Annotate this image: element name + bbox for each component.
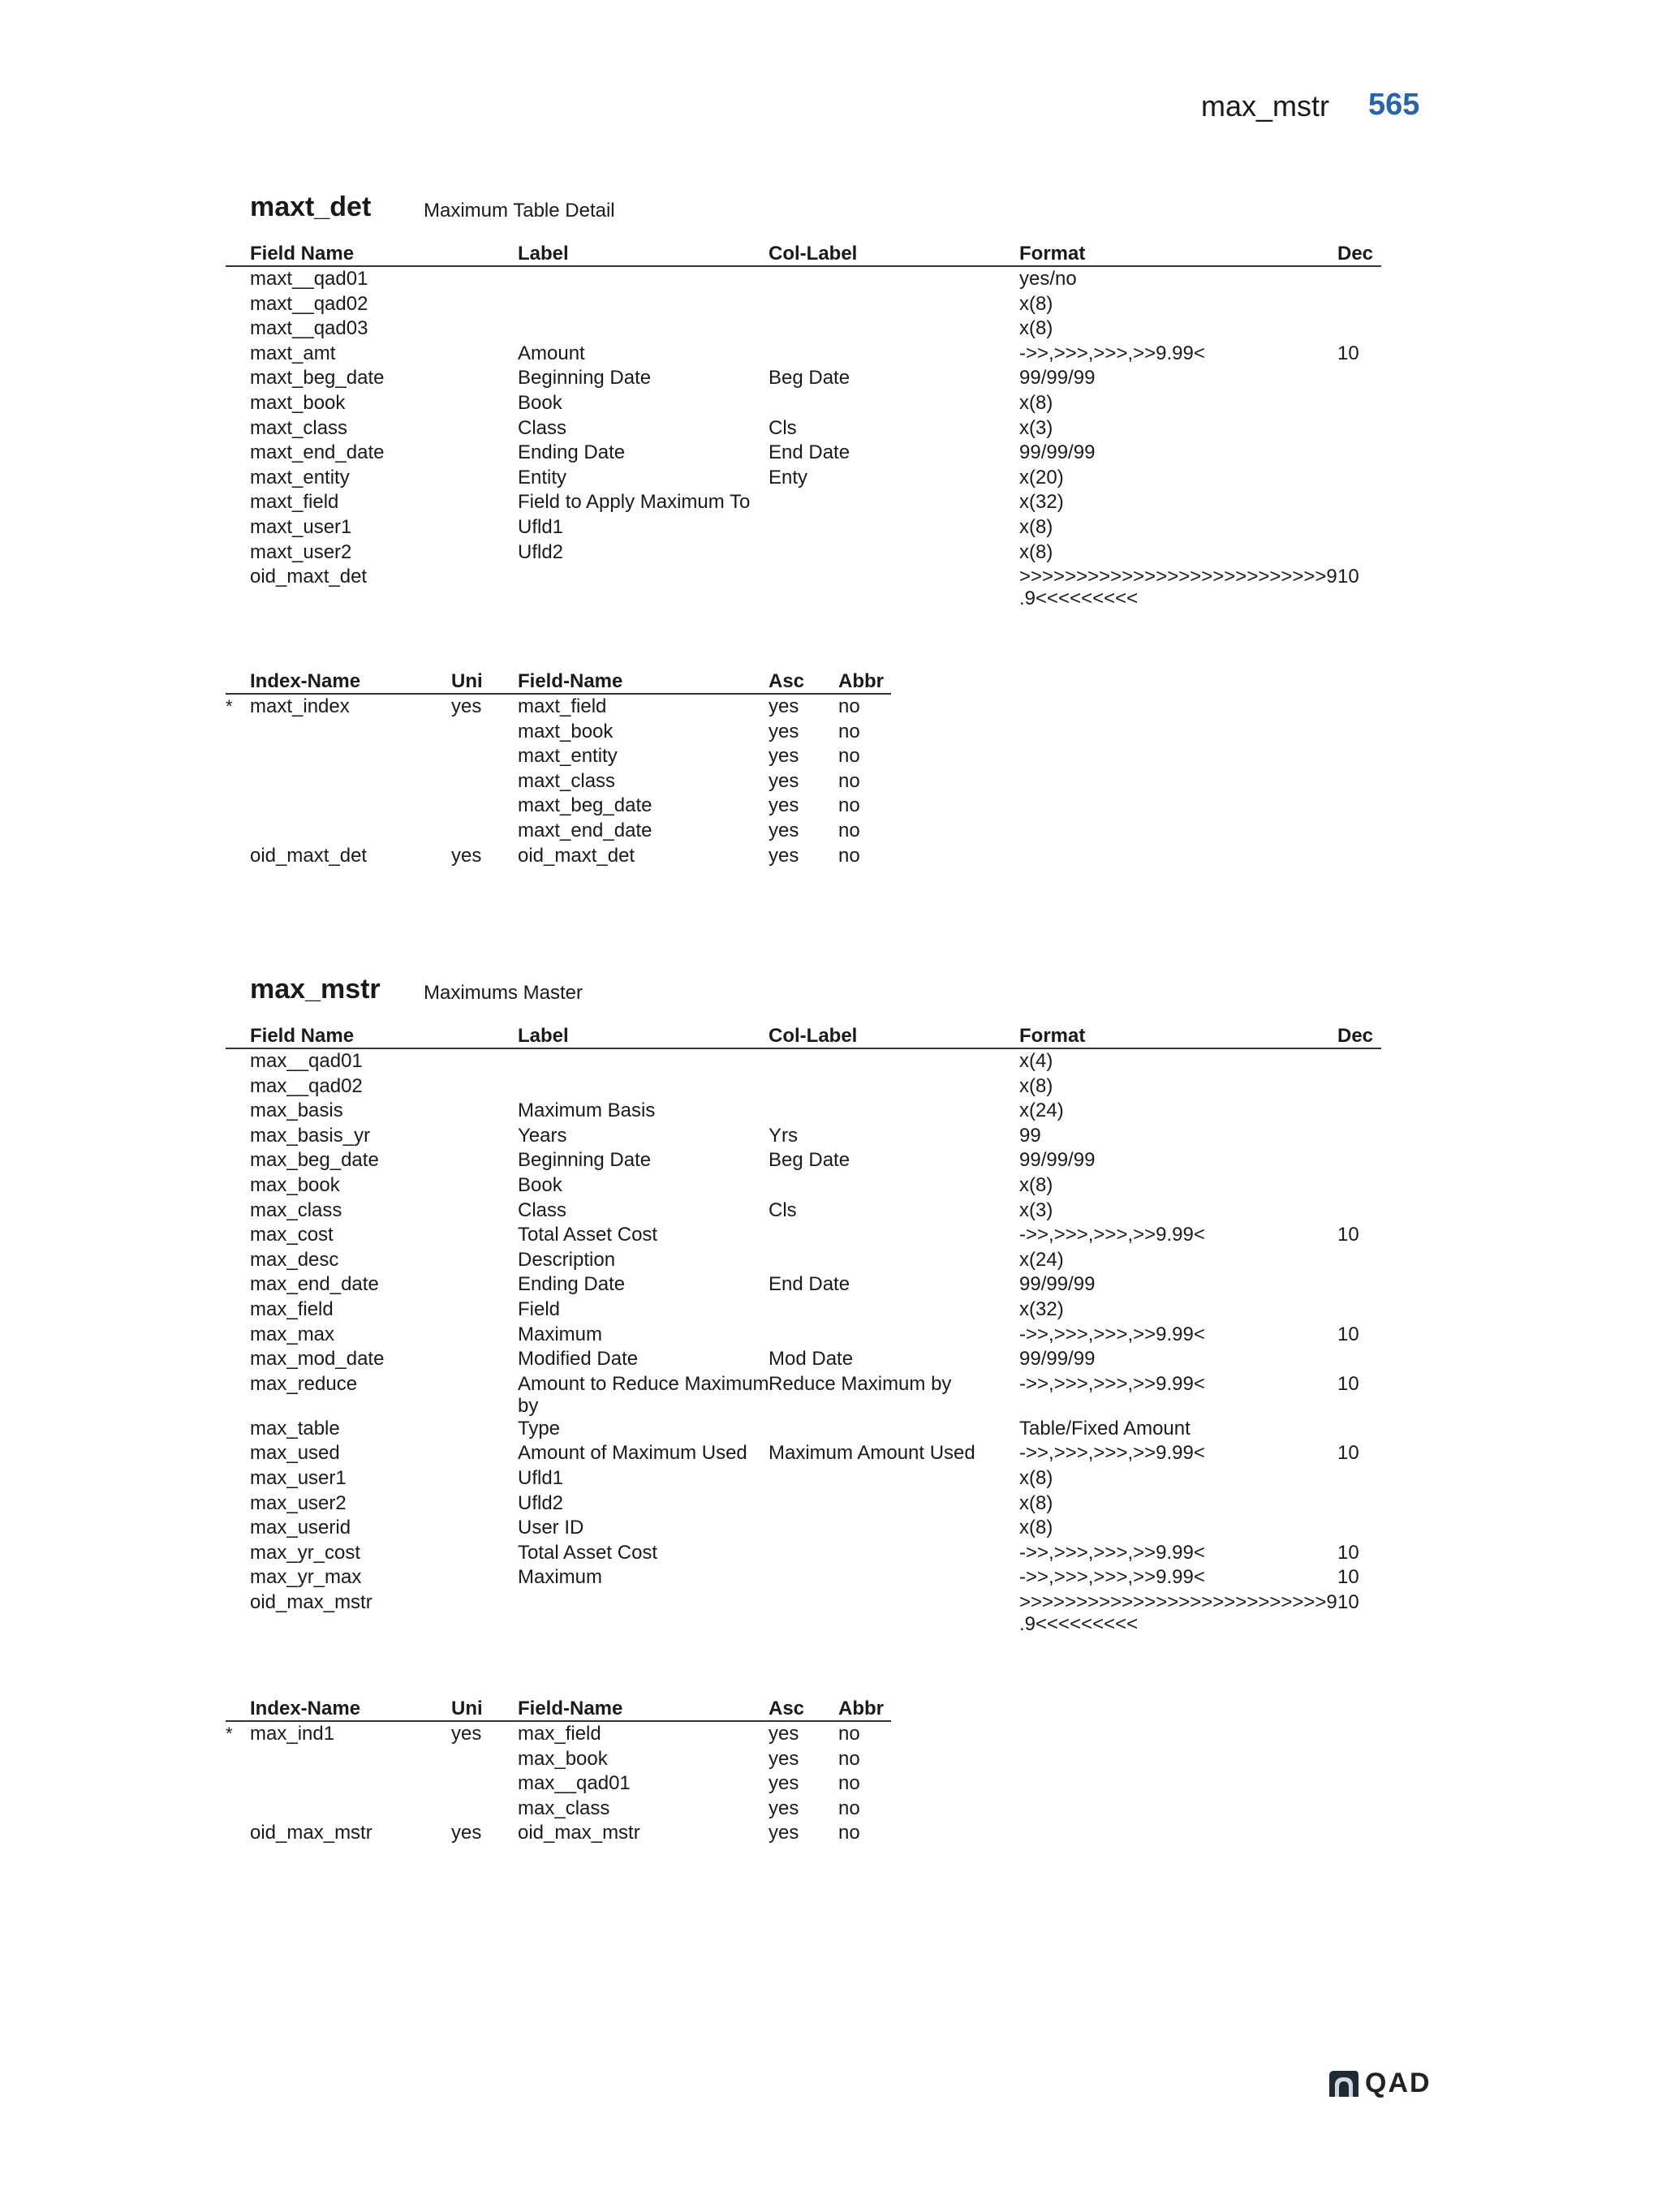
field-format: ->>,>>>,>>>,>>9.99< <box>1019 1323 1205 1345</box>
column-header-label: Label <box>518 243 569 265</box>
column-header-format: Format <box>1019 1025 1086 1047</box>
field-format: ->>,>>>,>>>,>>9.99< <box>1019 1442 1205 1465</box>
table-row <box>226 342 1381 367</box>
field-format: x(8) <box>1019 1466 1053 1489</box>
field-label: Total Asset Cost <box>518 1224 658 1246</box>
field-format: x(20) <box>1019 466 1064 488</box>
table-row <box>226 1199 1381 1224</box>
table-description: Maximum Table Detail <box>424 200 615 222</box>
field-label: Entity <box>518 466 567 488</box>
field-label: Beginning Date <box>518 367 652 389</box>
index-abbreviated: no <box>838 1822 860 1844</box>
field-name: max_end_date <box>250 1273 379 1296</box>
field-format: x(24) <box>1019 1100 1064 1122</box>
column-header-index-name: Index-Name <box>250 670 361 692</box>
table-row <box>226 1099 1381 1124</box>
table-header-row <box>226 242 1381 267</box>
field-format: yes/no <box>1019 268 1077 290</box>
field-name: max_cost <box>250 1224 334 1246</box>
field-name: maxt__qad01 <box>250 268 368 290</box>
table-row <box>226 1821 891 1846</box>
field-format: >>>>>>>>>>>>>>>>>>>>>>>>>>>9 .9<<<<<<<<< <box>1019 1590 1337 1635</box>
table-row <box>226 1347 1381 1372</box>
index-name: oid_maxt_det <box>250 844 368 867</box>
field-name: max_beg_date <box>250 1149 379 1172</box>
column-header-asc: Asc <box>769 1698 805 1719</box>
index-abbreviated: no <box>838 1797 860 1819</box>
index-ascending: yes <box>769 819 799 841</box>
index-ascending: yes <box>769 745 799 768</box>
field-name: maxt_beg_date <box>250 367 385 389</box>
field-format: ->>,>>>,>>>,>>9.99< <box>1019 1566 1205 1589</box>
field-name: max_max <box>250 1323 335 1345</box>
index-unique: yes <box>451 1723 482 1745</box>
primary-index-marker: * <box>226 696 233 717</box>
column-header-col-label: Col-Label <box>769 243 858 265</box>
field-format: ->>,>>>,>>>,>>9.99< <box>1019 342 1205 364</box>
field-label: Ufld1 <box>518 1466 564 1489</box>
index-ascending: yes <box>769 1822 799 1844</box>
field-dec: 10 <box>1337 1224 1359 1246</box>
column-header-uni: Uni <box>451 670 483 692</box>
column-header-abbr: Abbr <box>838 1698 884 1719</box>
field-label: Class <box>518 1199 567 1221</box>
index-table <box>226 1697 891 1846</box>
field-format: 99/99/99 <box>1019 1149 1096 1172</box>
index-field-name: oid_max_mstr <box>518 1822 640 1844</box>
field-col-label: End Date <box>769 441 850 464</box>
field-name: max_yr_cost <box>250 1541 361 1564</box>
field-format: 99/99/99 <box>1019 1348 1096 1371</box>
table-row <box>226 490 1381 515</box>
table-row <box>226 1590 1381 1635</box>
field-label: Maximum <box>518 1323 603 1345</box>
table-row <box>226 819 891 844</box>
field-col-label: Beg Date <box>769 367 850 389</box>
field-label: Description <box>518 1248 616 1271</box>
index-ascending: yes <box>769 720 799 742</box>
page-header-title: max_mstr <box>1201 89 1330 123</box>
index-ascending: yes <box>769 695 799 717</box>
table-row <box>226 366 1381 391</box>
table-row <box>226 1148 1381 1173</box>
table-row <box>226 1372 1381 1417</box>
field-col-label: Yrs <box>769 1124 798 1147</box>
table-row <box>226 1771 891 1797</box>
column-header-field-name: Field Name <box>250 243 355 265</box>
table-header-row <box>226 1024 1381 1049</box>
field-label: Class <box>518 416 567 439</box>
field-format: >>>>>>>>>>>>>>>>>>>>>>>>>>>9 .9<<<<<<<<< <box>1019 566 1337 610</box>
table-row <box>226 844 891 869</box>
field-format: 99 <box>1019 1124 1041 1147</box>
table-row <box>226 466 1381 491</box>
field-name: max__qad02 <box>250 1074 363 1097</box>
index-abbreviated: no <box>838 769 860 792</box>
index-abbreviated: no <box>838 1723 860 1745</box>
field-name: max_class <box>250 1199 342 1221</box>
field-name: max__qad01 <box>250 1050 363 1072</box>
field-format: 99/99/99 <box>1019 367 1096 389</box>
column-header-field-name: Field-Name <box>518 670 623 692</box>
index-ascending: yes <box>769 1723 799 1745</box>
field-name: maxt_amt <box>250 342 336 364</box>
table-row <box>226 744 891 769</box>
field-dec: 10 <box>1337 342 1359 364</box>
index-unique: yes <box>451 695 482 717</box>
field-label: User ID <box>518 1517 584 1539</box>
page-number: 565 <box>1368 88 1420 122</box>
field-name: max_table <box>250 1417 340 1440</box>
index-field-name: max_field <box>518 1723 601 1745</box>
index-field-name: max_book <box>518 1747 608 1770</box>
index-abbreviated: no <box>838 794 860 817</box>
table-row <box>226 695 891 720</box>
field-format: x(32) <box>1019 491 1064 514</box>
column-header-dec: Dec <box>1337 243 1374 265</box>
index-ascending: yes <box>769 1797 799 1819</box>
field-label: Field <box>518 1298 561 1320</box>
field-label: Maximum <box>518 1566 603 1589</box>
field-name: max_reduce <box>250 1372 358 1395</box>
field-format: ->>,>>>,>>>,>>9.99< <box>1019 1541 1205 1564</box>
field-label: Beginning Date <box>518 1149 652 1172</box>
field-label: Ending Date <box>518 1273 626 1296</box>
field-label: Type <box>518 1417 561 1440</box>
table-row <box>226 565 1381 609</box>
column-header-field-name: Field Name <box>250 1025 355 1047</box>
logo-text: QAD <box>1365 2068 1432 2098</box>
table-row <box>226 292 1381 317</box>
table-row <box>226 441 1381 466</box>
table-row <box>226 1441 1381 1466</box>
field-format: x(3) <box>1019 1199 1053 1221</box>
index-field-name: max__qad01 <box>518 1772 631 1795</box>
field-label: Amount to Reduce Maximum by <box>518 1372 769 1417</box>
field-label: Book <box>518 1173 562 1196</box>
table-row <box>226 267 1381 292</box>
index-field-name: maxt_end_date <box>518 819 652 841</box>
table-row <box>226 1722 891 1747</box>
field-format: 99/99/99 <box>1019 441 1096 464</box>
field-name: maxt_user2 <box>250 540 352 563</box>
field-label: Ufld2 <box>518 1491 564 1514</box>
column-header-index-name: Index-Name <box>250 1698 361 1719</box>
column-header-asc: Asc <box>769 670 805 692</box>
table-row <box>226 1049 1381 1074</box>
field-name: max_book <box>250 1173 340 1196</box>
field-name: maxt_book <box>250 391 346 414</box>
field-format: x(8) <box>1019 292 1053 315</box>
table-row <box>226 1124 1381 1149</box>
field-format: x(8) <box>1019 317 1053 340</box>
field-dec: 10 <box>1337 1566 1359 1589</box>
index-ascending: yes <box>769 844 799 867</box>
index-abbreviated: no <box>838 1747 860 1770</box>
field-dec: 10 <box>1337 1442 1359 1465</box>
index-table <box>226 669 891 868</box>
field-format: x(8) <box>1019 1517 1053 1539</box>
index-abbreviated: no <box>838 695 860 717</box>
table-name: maxt_det <box>250 192 372 222</box>
field-col-label: Cls <box>769 416 797 439</box>
table-row <box>226 769 891 794</box>
field-name: max_userid <box>250 1517 351 1539</box>
qad-logo-icon <box>1328 2069 1360 2098</box>
table-row <box>226 1417 1381 1442</box>
index-name: max_ind1 <box>250 1723 335 1745</box>
field-name: max_desc <box>250 1248 339 1271</box>
field-col-label: End Date <box>769 1273 850 1296</box>
field-label: Ufld1 <box>518 515 564 538</box>
field-name: max_user2 <box>250 1491 347 1514</box>
field-name: oid_max_mstr <box>250 1590 372 1613</box>
field-dec: 10 <box>1337 1590 1359 1613</box>
field-label: Total Asset Cost <box>518 1541 658 1564</box>
field-col-label: Maximum Amount Used <box>769 1442 975 1465</box>
column-header-label: Label <box>518 1025 569 1047</box>
field-format: x(8) <box>1019 515 1053 538</box>
table-row <box>226 1747 891 1772</box>
table-row <box>226 1074 1381 1100</box>
field-label: Ufld2 <box>518 540 564 563</box>
field-col-label: Beg Date <box>769 1149 850 1172</box>
field-table <box>226 242 1381 609</box>
table-row <box>226 1516 1381 1541</box>
field-col-label: Mod Date <box>769 1348 854 1371</box>
field-label: Amount <box>518 342 585 364</box>
field-name: maxt_user1 <box>250 515 352 538</box>
field-format: x(8) <box>1019 1173 1053 1196</box>
table-row <box>226 1272 1381 1298</box>
table-header-row <box>226 1697 891 1722</box>
table-row <box>226 794 891 819</box>
field-name: maxt_class <box>250 416 348 439</box>
field-label: Maximum Basis <box>518 1100 656 1122</box>
qad-logo <box>1328 2068 1449 2100</box>
index-ascending: yes <box>769 1747 799 1770</box>
index-field-name: maxt_book <box>518 720 614 742</box>
field-name: maxt_end_date <box>250 441 385 464</box>
index-ascending: yes <box>769 794 799 817</box>
field-col-label: Reduce Maximum by <box>769 1372 952 1395</box>
table-header-row <box>226 669 891 695</box>
field-label: Field to Apply Maximum To <box>518 491 751 514</box>
primary-index-marker: * <box>226 1724 233 1744</box>
field-format: ->>,>>>,>>>,>>9.99< <box>1019 1224 1205 1246</box>
field-dec: 10 <box>1337 1541 1359 1564</box>
field-name: oid_maxt_det <box>250 566 368 588</box>
index-name: oid_max_mstr <box>250 1822 372 1844</box>
field-format: ->>,>>>,>>>,>>9.99< <box>1019 1372 1205 1395</box>
field-col-label: Cls <box>769 1199 797 1221</box>
field-label: Modified Date <box>518 1348 639 1371</box>
index-ascending: yes <box>769 769 799 792</box>
column-header-abbr: Abbr <box>838 670 884 692</box>
table-row <box>226 1173 1381 1199</box>
table-description: Maximums Master <box>424 982 583 1004</box>
column-header-field-name: Field-Name <box>518 1698 623 1719</box>
field-format: x(8) <box>1019 391 1053 414</box>
index-field-name: maxt_class <box>518 769 616 792</box>
table-row <box>226 540 1381 566</box>
index-abbreviated: no <box>838 1772 860 1795</box>
field-dec: 10 <box>1337 566 1359 588</box>
table-row <box>226 1323 1381 1348</box>
table-row <box>226 1298 1381 1323</box>
table-row <box>226 1565 1381 1590</box>
table-row <box>226 1223 1381 1248</box>
index-unique: yes <box>451 844 482 867</box>
table-row <box>226 316 1381 342</box>
field-format: x(3) <box>1019 416 1053 439</box>
index-field-name: maxt_entity <box>518 745 618 768</box>
table-row <box>226 1248 1381 1273</box>
field-table <box>226 1024 1381 1635</box>
field-label: Amount of Maximum Used <box>518 1442 747 1465</box>
field-format: Table/Fixed Amount <box>1019 1417 1191 1440</box>
index-name: maxt_index <box>250 695 350 717</box>
table-row <box>226 515 1381 540</box>
field-format: x(8) <box>1019 540 1053 563</box>
field-col-label: Enty <box>769 466 808 488</box>
field-name: maxt__qad02 <box>250 292 368 315</box>
field-name: max_used <box>250 1442 340 1465</box>
table-row <box>226 1466 1381 1491</box>
table-row <box>226 1797 891 1822</box>
index-field-name: max_class <box>518 1797 610 1819</box>
field-format: x(24) <box>1019 1248 1064 1271</box>
index-field-name: maxt_beg_date <box>518 794 652 817</box>
field-name: maxt_field <box>250 491 339 514</box>
index-unique: yes <box>451 1822 482 1844</box>
table-row <box>226 1541 1381 1566</box>
index-abbreviated: no <box>838 844 860 867</box>
table-name: max_mstr <box>250 974 381 1005</box>
field-label: Ending Date <box>518 441 626 464</box>
field-label: Years <box>518 1124 567 1147</box>
field-name: maxt__qad03 <box>250 317 368 340</box>
index-field-name: oid_maxt_det <box>518 844 635 867</box>
table-row <box>226 1491 1381 1517</box>
field-name: max_mod_date <box>250 1348 385 1371</box>
table-row <box>226 720 891 745</box>
table-row <box>226 416 1381 441</box>
field-format: x(32) <box>1019 1298 1064 1320</box>
field-format: x(8) <box>1019 1074 1053 1097</box>
table-row <box>226 391 1381 416</box>
column-header-format: Format <box>1019 243 1086 265</box>
index-abbreviated: no <box>838 819 860 841</box>
field-name: max_yr_max <box>250 1566 362 1589</box>
field-name: max_field <box>250 1298 334 1320</box>
column-header-dec: Dec <box>1337 1025 1374 1047</box>
field-dec: 10 <box>1337 1323 1359 1345</box>
field-format: 99/99/99 <box>1019 1273 1096 1296</box>
field-name: max_basis_yr <box>250 1124 371 1147</box>
column-header-uni: Uni <box>451 1698 483 1719</box>
index-ascending: yes <box>769 1772 799 1795</box>
field-label: Book <box>518 391 562 414</box>
column-header-col-label: Col-Label <box>769 1025 858 1047</box>
index-abbreviated: no <box>838 720 860 742</box>
field-name: maxt_entity <box>250 466 350 488</box>
index-field-name: maxt_field <box>518 695 607 717</box>
field-name: max_user1 <box>250 1466 347 1489</box>
index-abbreviated: no <box>838 745 860 768</box>
field-format: x(4) <box>1019 1050 1053 1072</box>
field-dec: 10 <box>1337 1372 1359 1395</box>
field-format: x(8) <box>1019 1491 1053 1514</box>
field-name: max_basis <box>250 1100 343 1122</box>
